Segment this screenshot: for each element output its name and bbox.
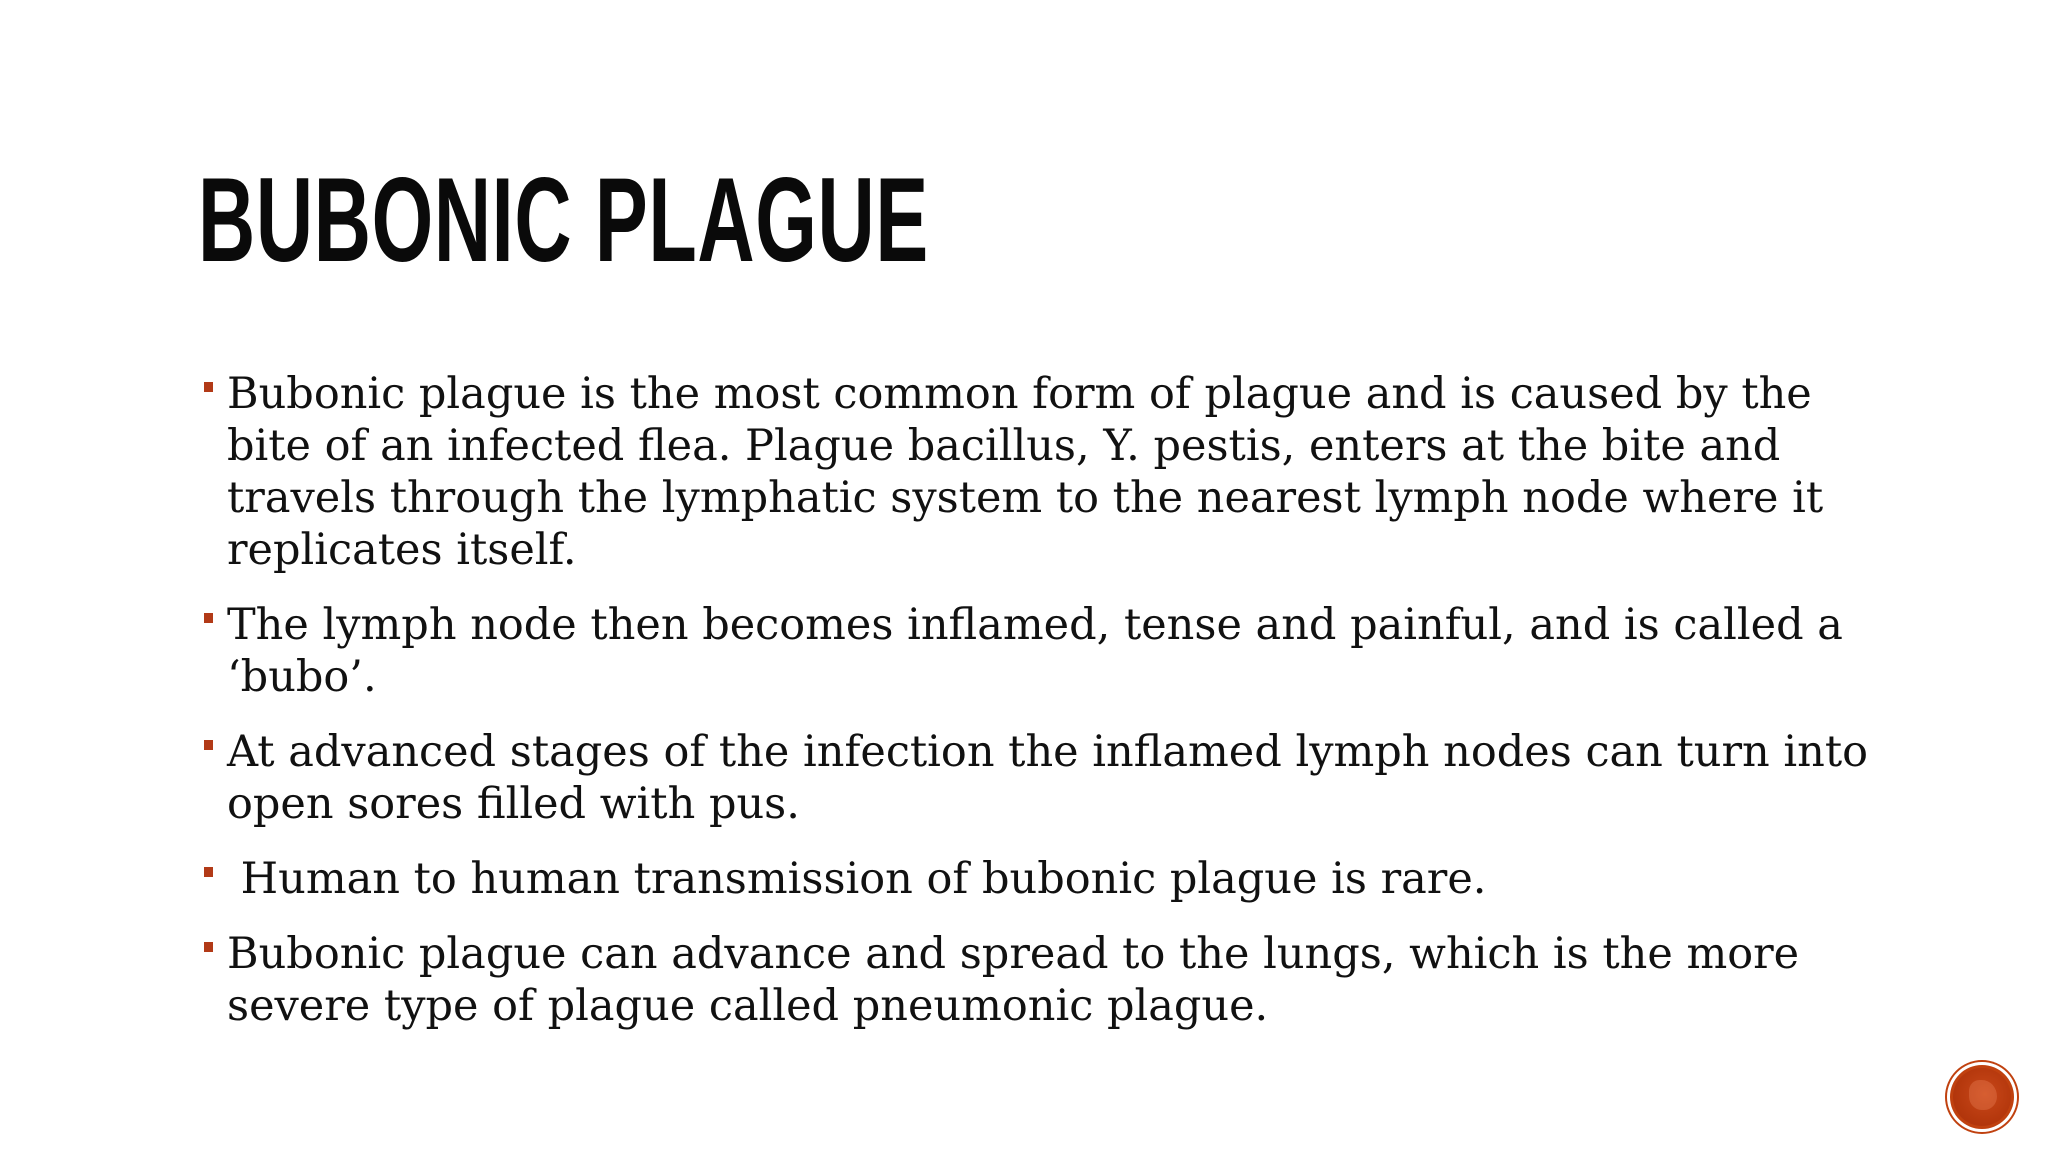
bullet-text: Bubonic plague can advance and spread to the lungs, which is the more severe type of plague called pneumonic plague. (227, 929, 1800, 1031)
bullet-text: Human to human transmission of bubonic plague is rare. (227, 854, 1487, 904)
bullet-list (200, 368, 1900, 1055)
bullet-item (200, 726, 1900, 830)
bullet-item (200, 599, 1900, 703)
square-bullet-icon (204, 382, 213, 392)
bullet-text: The lymph node then becomes inflamed, tense and painful, and is called a ‘bubo’. (227, 600, 1843, 702)
square-bullet-icon (204, 942, 213, 952)
bullet-text: At advanced stages of the infection the inflamed lymph nodes can turn into open sores filled with pus. (227, 727, 1869, 829)
bullet-item (200, 368, 1900, 576)
slide-title: BUBONIC PLAGUE (198, 153, 929, 287)
slide-nav-circle-icon[interactable] (1947, 1062, 2017, 1132)
bullet-item (200, 853, 1900, 905)
bullet-item (200, 928, 1900, 1032)
square-bullet-icon (204, 867, 213, 877)
square-bullet-icon (204, 740, 213, 750)
square-bullet-icon (204, 613, 213, 623)
bullet-text: Bubonic plague is the most common form of plague and is caused by the bite of an infected flea. Plague bacillus, Y. pestis, enters at the bite and travels through the lymphatic system to the nearest lymph node where it replicates itself. (227, 369, 1824, 575)
